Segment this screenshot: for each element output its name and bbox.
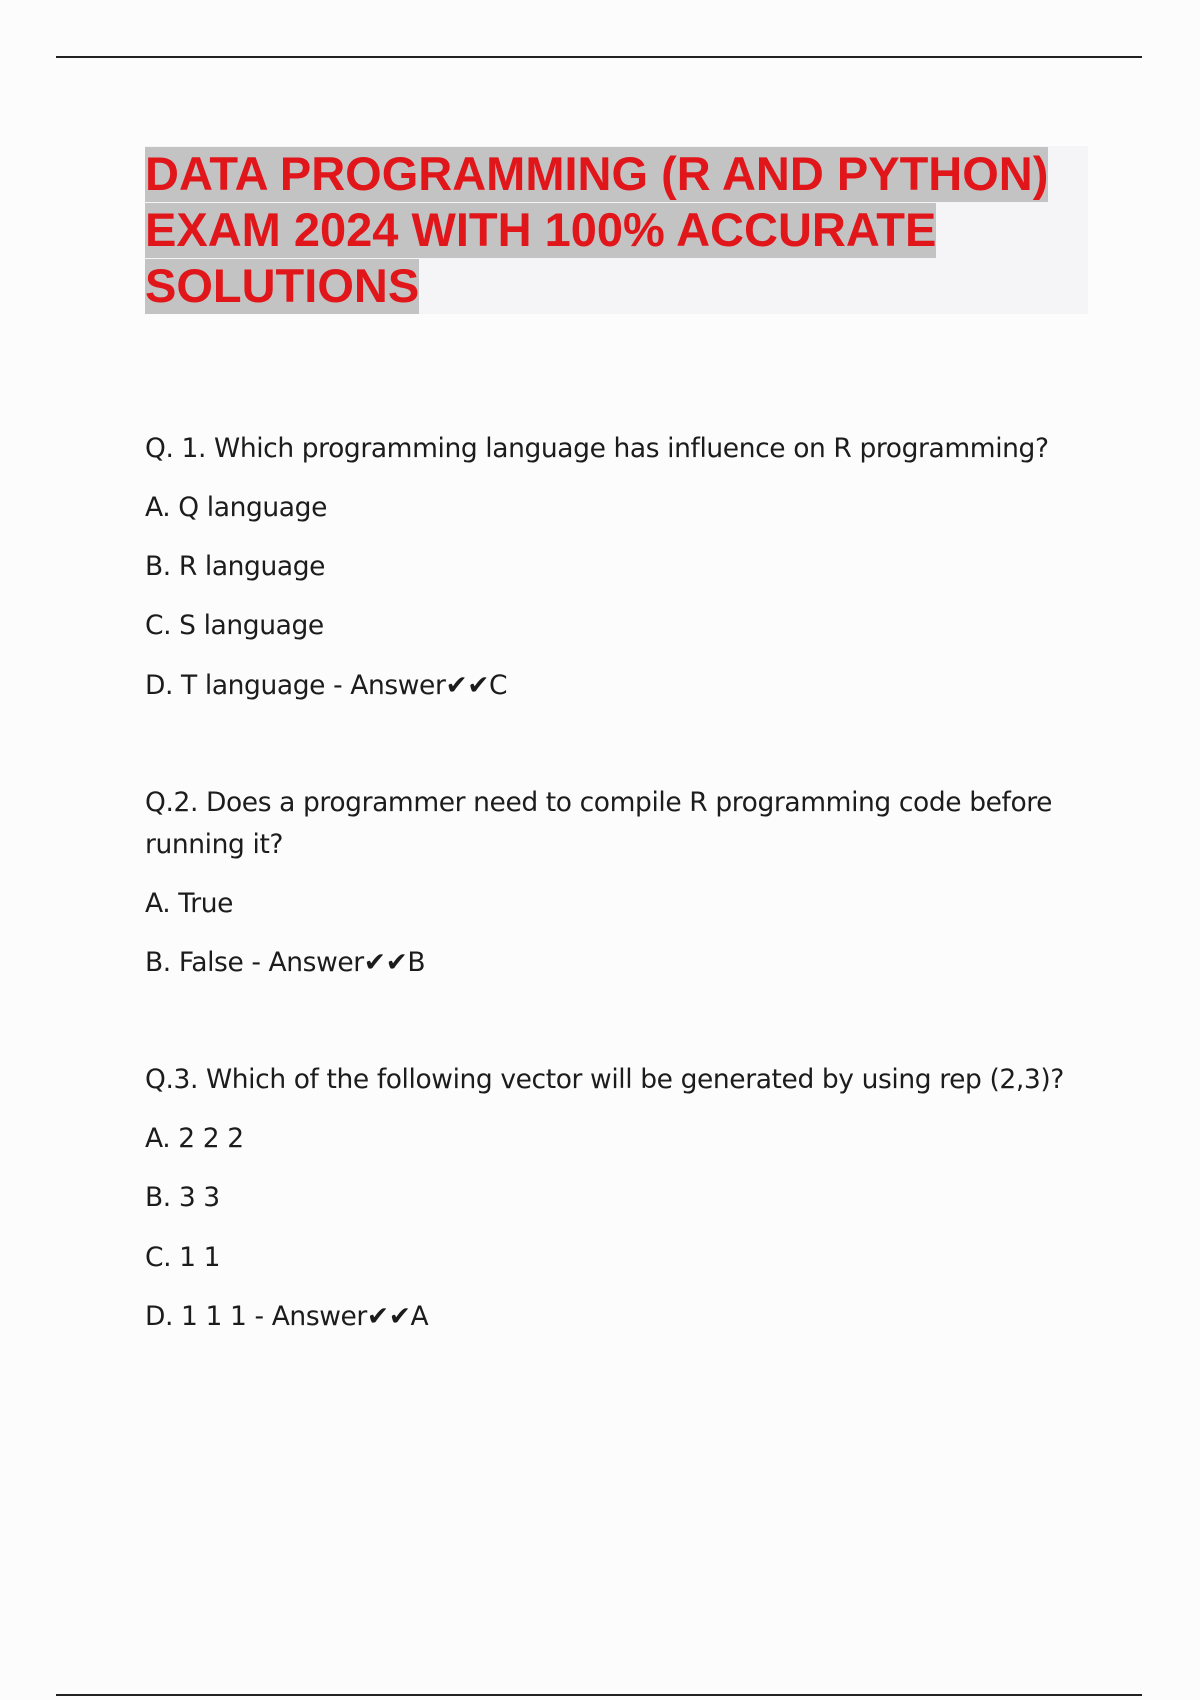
question-3-option-d: D. 1 1 1 - Answer✔✔A bbox=[145, 1301, 429, 1332]
top-rule bbox=[56, 56, 1142, 58]
document-title bbox=[145, 146, 1088, 314]
title-line-2: EXAM 2024 WITH 100% ACCURATE bbox=[145, 203, 937, 256]
question-3-text: Q.3. Which of the following vector will be generated by using rep (2,3)? bbox=[145, 1064, 1064, 1095]
question-3-option-b: B. 3 3 bbox=[145, 1182, 220, 1213]
question-1-text: Q. 1. Which programming language has influence on R programming? bbox=[145, 433, 1049, 464]
question-1-option-d: D. T language - Answer✔✔C bbox=[145, 670, 508, 701]
question-1-option-b: B. R language bbox=[145, 551, 326, 582]
question-1-option-c: C. S language bbox=[145, 610, 324, 641]
question-2-option-a: A. True bbox=[145, 888, 233, 919]
title-line-1: DATA PROGRAMMING (R AND PYTHON) bbox=[145, 147, 1049, 200]
question-3-option-c: C. 1 1 bbox=[145, 1242, 221, 1273]
title-block bbox=[145, 146, 1088, 314]
question-2-option-b: B. False - Answer✔✔B bbox=[145, 947, 426, 978]
bottom-rule bbox=[56, 1694, 1142, 1696]
title-line-3: SOLUTIONS bbox=[145, 259, 420, 312]
question-3-option-a: A. 2 2 2 bbox=[145, 1123, 244, 1154]
question-2-text: Q.2. Does a programmer need to compile R programming code before running it? bbox=[145, 787, 1053, 860]
question-1-option-a: A. Q language bbox=[145, 492, 327, 523]
